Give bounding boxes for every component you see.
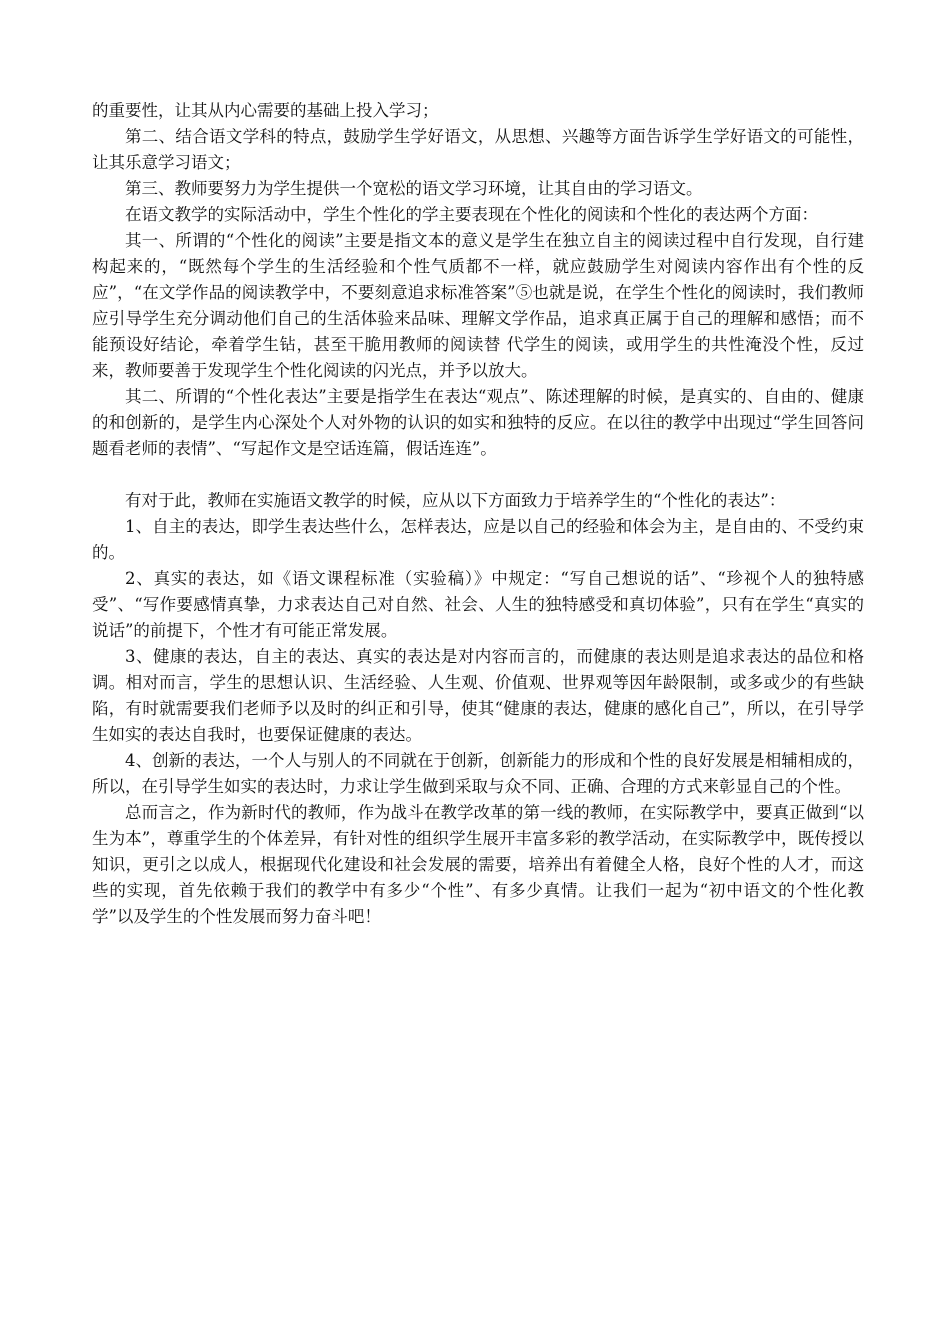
paragraph-11: 4、创新的表达，一个人与别人的不同就在于创新，创新能力的形成和个性的良好发展是相辅相成的，所以，在引导学生如实的表达时，力求让学生做到采取与众不同、正确、合理的方式来彰显自己的个性。	[92, 751, 864, 796]
paragraph-7: 有对于此，教师在实施语文教学的时候，应从以下方面致力于培养学生的“个性化的表达”：	[125, 491, 786, 510]
paragraph-3: 第三、教师要努力为学生提供一个宽松的语文学习环境，让其自由的学习语文。	[125, 179, 703, 198]
paragraph-9: 2、真实的表达，如《语文课程标准（实验稿）》中规定：“写自己想说的话”、“珍视个人的独特感受”、“写作要感情真挚，力求表达自己对自然、社会、人生的独特感受和真切体验”，只有在学生“真实的说话”的前提下，个性才有可能正常发展。	[92, 569, 864, 640]
paragraph-4: 在语文教学的实际活动中，学生个性化的学主要表现在个性化的阅读和个性化的表达两个方面：	[125, 205, 818, 224]
paragraph-1: 的重要性，让其从内心需要的基础上投入学习；	[92, 101, 439, 120]
paragraph-6: 其二、所谓的“个性化表达”主要是指学生在表达“观点”、陈述理解的时候，是真实的、自由的、健康的和创新的，是学生内心深处个人对外物的认识的如实和独特的反应。在以往的教学中出现过“学生回答问题看老师的表情”、“写起作文是空话连篇，假话连连”。	[92, 387, 864, 458]
blank-line	[92, 462, 864, 488]
document-body	[92, 98, 864, 930]
paragraph-2: 第二、结合语文学科的特点，鼓励学生学好语文，从思想、兴趣等方面告诉学生学好语文的可能性，让其乐意学习语文；	[92, 127, 864, 172]
paragraph-5: 其一、所谓的“个性化的阅读”主要是指文本的意义是学生在独立自主的阅读过程中自行发现，自行建构起来的，“既然每个学生的生活经验和个性气质都不一样，就应鼓励学生对阅读内容作出有个性的反应”，“在文学作品的阅读教学中，不要刻意追求标准答案”⑤也就是说，在学生个性化的阅读时，我们教师应引导学生充分调动他们自己的生活体验来品味、理解文学作品，追求真正属于自己的理解和感悟；而不能预设好结论，牵着学生钻，甚至干脆用教师的阅读替 代学生的阅读，或用学生的共性淹没个性，反过来，教师要善于发现学生个性化阅读的闪光点，并予以放大。	[92, 231, 864, 380]
paragraph-12: 总而言之，作为新时代的教师，作为战斗在教学改革的第一线的教师，在实际教学中，要真正做到“以生为本”，尊重学生的个体差异，有针对性的组织学生展开丰富多彩的教学活动，在实际教学中，既传授以知识，更引之以成人，根据现代化建设和社会发展的需要，培养出有着健全人格，良好个性的人才，而这些的实现，首先依赖于我们的教学中有多少“个性”、有多少真情。让我们一起为“初中语文的个性化教学”以及学生的个性发展而努力奋斗吧！	[92, 803, 864, 926]
paragraph-10: 3、健康的表达，自主的表达、真实的表达是对内容而言的，而健康的表达则是追求表达的品位和格调。相对而言，学生的思想认识、生活经验、人生观、价值观、世界观等因年龄限制，或多或少的有些缺陷，有时就需要我们老师予以及时的纠正和引导，使其“健康的表达，健康的感化自己”，所以，在引导学生如实的表达自我时，也要保证健康的表达。	[92, 647, 864, 744]
paragraph-8: 1、自主的表达，即学生表达些什么，怎样表达，应是以自己的经验和体会为主，是自由的、不受约束的。	[92, 517, 864, 562]
